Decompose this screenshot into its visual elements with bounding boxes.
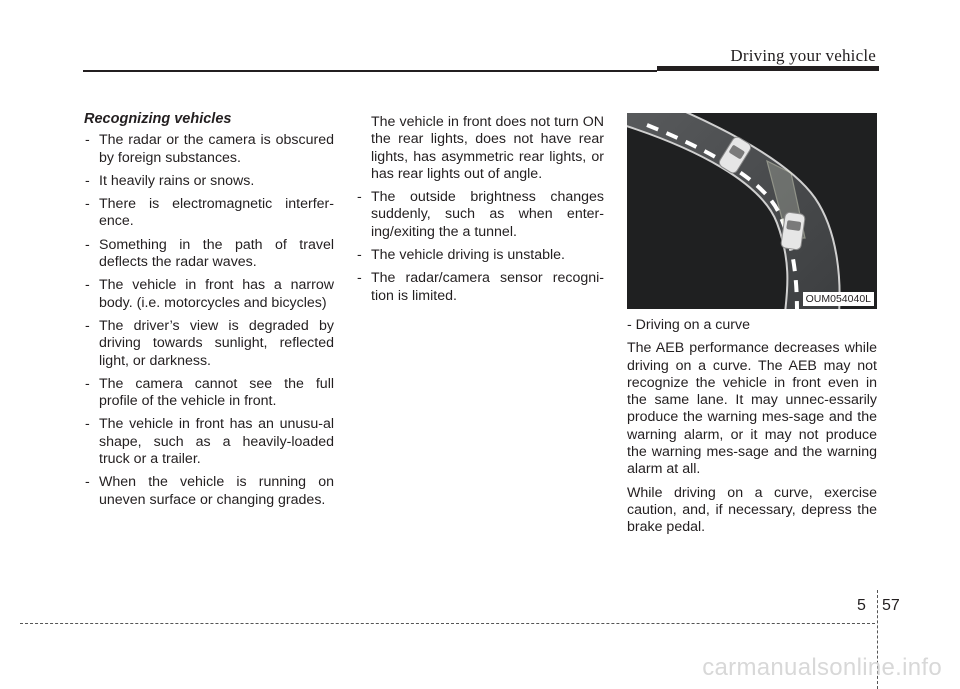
header-rule xyxy=(83,70,657,72)
list-item: - The vehicle in front has an unusu-al shape, such as a heavily-loaded truck or a trailer. xyxy=(84,416,334,468)
header-rule-accent xyxy=(657,66,879,71)
curved-road-graphic xyxy=(627,113,877,309)
list-item: - When the vehicle is running on uneven surface or changing grades. xyxy=(84,474,334,509)
list-item: - The camera cannot see the full profile of the vehicle in front. xyxy=(84,376,334,411)
list-item: - The outside brightness changes suddenly, such as when enter-ing/exiting the a tunnel. xyxy=(356,189,604,241)
curve-illustration xyxy=(627,113,877,309)
list-item: - The vehicle driving is unstable. xyxy=(356,247,604,264)
list-item: - Something in the path of travel deflects the radar waves. xyxy=(84,237,334,272)
chapter-number: 5 xyxy=(857,597,866,614)
figure-code: OUM054040L xyxy=(803,292,874,306)
continued-list-text: The vehicle in front does not turn ON the rear lights, does not have rear lights, has asymmetric rear lights, or has rear lights out of angle. xyxy=(371,114,604,182)
body-paragraph: The AEB performance decreases while driving on a curve. The AEB may not recognize the vehicle in front even in the same lane. It may unnec-essarily produce the warning mes-sage and the warning alarm, or it may not produce the warning mes-sage and the warning alarm at all. xyxy=(627,340,877,478)
middle-column xyxy=(356,114,604,311)
section-subheading: Recognizing vehicles xyxy=(84,111,232,127)
list-item: - The radar/camera sensor recogni-tion is limited. xyxy=(356,270,604,305)
list-item: - The driver’s view is degraded by driving towards sunlight, reflected light, or darkness. xyxy=(84,318,334,370)
condition-list xyxy=(84,132,334,509)
left-column xyxy=(84,111,334,515)
body-paragraph: While driving on a curve, exercise caution, and, if necessary, depress the brake pedal. xyxy=(627,484,877,536)
page-number: 57 xyxy=(882,597,900,614)
right-column xyxy=(627,317,877,543)
page-header-title: Driving your vehicle xyxy=(730,46,876,65)
list-item: - The vehicle in front has a narrow body. (i.e. motorcycles and bicycles) xyxy=(84,277,334,312)
item-heading: - Driving on a curve xyxy=(627,317,751,333)
footer-rule xyxy=(20,623,875,624)
list-item: - The radar or the camera is obscured by foreign substances. xyxy=(84,132,334,167)
list-item: - It heavily rains or snows. xyxy=(84,173,334,190)
condition-list-continued xyxy=(356,189,604,305)
watermark: carmanualsonline.info xyxy=(702,654,942,681)
list-item: - There is electromagnetic interfer-ence. xyxy=(84,196,334,231)
